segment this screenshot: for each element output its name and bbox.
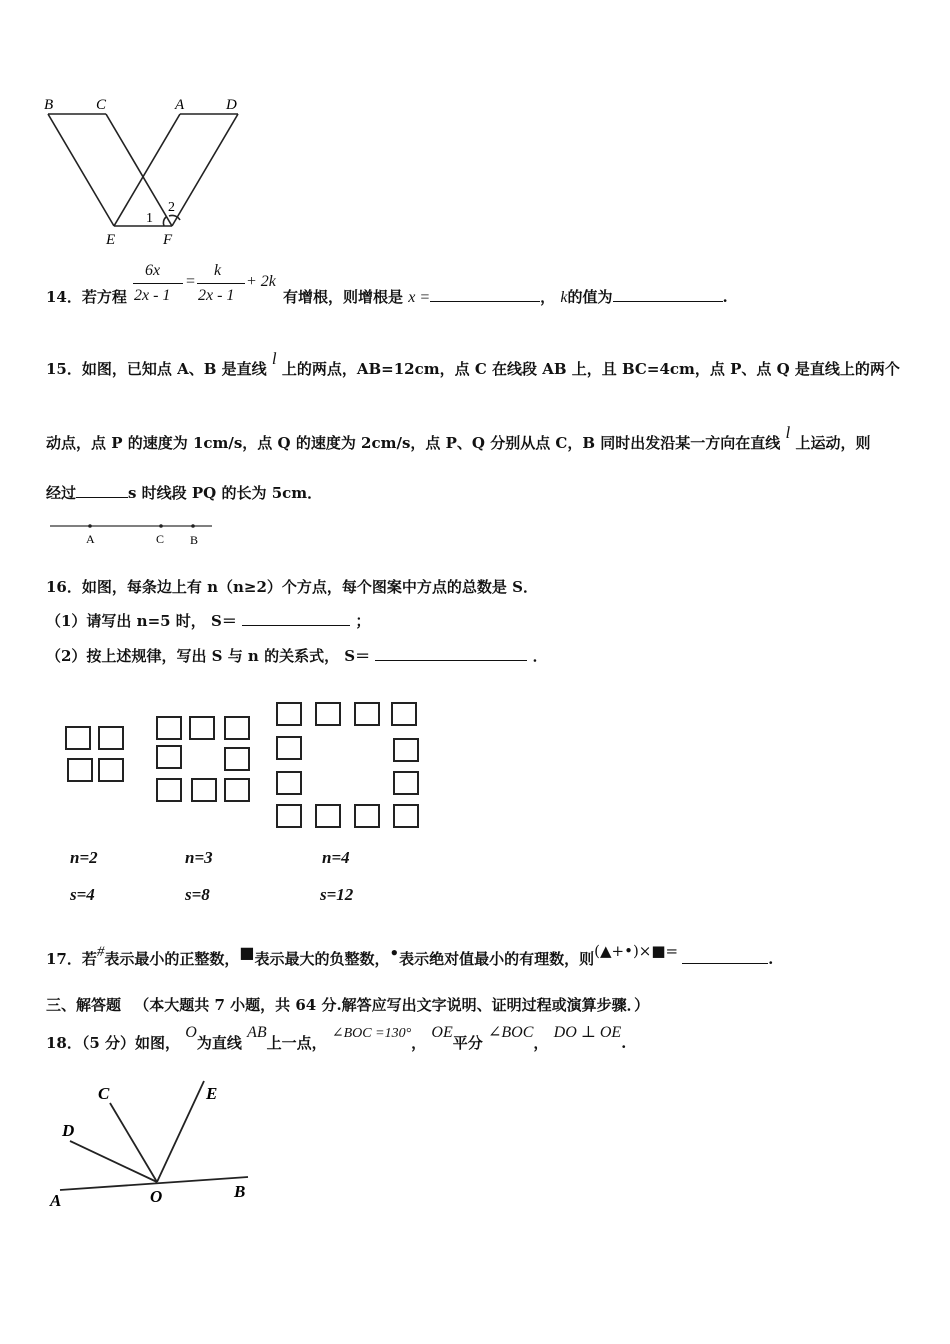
q14-frac1-bar bbox=[133, 283, 183, 284]
q15-line2-b: 上运动，则 bbox=[795, 434, 871, 452]
q14-k-text: 的值为 bbox=[567, 288, 613, 306]
dot-square bbox=[393, 804, 419, 828]
q18-end: . bbox=[621, 1034, 627, 1052]
q18-angle-figure bbox=[46, 1075, 256, 1210]
q14-mid: 有增根，则增根是 bbox=[283, 288, 404, 306]
q16-p1-a: （1）请写出 n=5 时， S＝ bbox=[46, 612, 237, 630]
q16-figure-n3 bbox=[155, 714, 255, 806]
ray-label-D: D bbox=[62, 1121, 75, 1140]
dot-square bbox=[393, 738, 419, 762]
q16-s-label-3: s=12 bbox=[320, 885, 354, 904]
q16-n-label-3: n=4 bbox=[322, 848, 350, 867]
q17-expression: (▲+•)×■= bbox=[594, 942, 679, 960]
q15-l-var-2: l bbox=[785, 423, 791, 442]
line-label-B: B bbox=[234, 1182, 246, 1201]
q14-equals: = bbox=[186, 273, 196, 290]
q17-a: 若 bbox=[81, 950, 97, 968]
q14-frac2-num: k bbox=[214, 262, 222, 279]
q18-comma1: ， bbox=[411, 1034, 427, 1052]
q16-p2-a: （2）按上述规律，写出 S 与 n 的关系式， S＝ bbox=[46, 647, 371, 665]
point-C: C bbox=[156, 532, 165, 546]
ray-label-C: C bbox=[98, 1084, 110, 1103]
q15-line3-a: 经过 bbox=[46, 484, 77, 502]
q18-perp: DO ⊥ OE bbox=[553, 1024, 622, 1041]
dot-square bbox=[189, 716, 215, 740]
q16-s-label-1: s=4 bbox=[70, 885, 95, 904]
q16-figure-n2 bbox=[64, 725, 128, 785]
q17-d: 表示绝对值最小的有理数，则 bbox=[399, 950, 595, 968]
dot-square bbox=[156, 716, 182, 740]
q14-frac1-den: 2x - 1 bbox=[134, 287, 171, 304]
q17-c: 表示最大的负整数， bbox=[254, 950, 390, 968]
dot-square bbox=[156, 745, 182, 769]
figure-parallel-lines bbox=[38, 92, 258, 252]
dot-symbol: • bbox=[389, 944, 400, 962]
dot-square bbox=[354, 804, 380, 828]
angle-label-2: 2 bbox=[168, 200, 175, 215]
q17-b: 表示最小的正整数， bbox=[104, 950, 240, 968]
dot-square bbox=[224, 747, 250, 771]
q14-pre: 若方程 bbox=[81, 288, 127, 306]
label-B: B bbox=[44, 97, 54, 113]
q14-k-var: k bbox=[560, 289, 568, 306]
section-3-title: 三、解答题 bbox=[46, 996, 122, 1014]
q14-frac2-den: 2x - 1 bbox=[198, 287, 235, 304]
q18-d: 平分 bbox=[452, 1034, 483, 1052]
dot-square bbox=[315, 804, 341, 828]
dot-square bbox=[191, 778, 217, 802]
dot-square bbox=[156, 778, 182, 802]
dot-square bbox=[98, 758, 124, 782]
q16-n-label-2: n=3 bbox=[185, 848, 213, 867]
ray-label-E: E bbox=[206, 1084, 218, 1103]
square-symbol: ■ bbox=[239, 943, 255, 962]
q18-O: O bbox=[185, 1024, 197, 1041]
dot-square bbox=[65, 726, 91, 750]
dot-square bbox=[354, 702, 380, 726]
q15-line1-a: 如图，已知点 A、B 是直线 bbox=[81, 360, 267, 378]
q16-s-label-2: s=8 bbox=[185, 885, 210, 904]
dot-square bbox=[391, 702, 417, 726]
hash-symbol: # bbox=[96, 944, 105, 960]
q14-comma: ， bbox=[540, 288, 556, 306]
angle-label-1: 1 bbox=[146, 211, 153, 226]
q16-number: 16． bbox=[46, 578, 82, 596]
label-D: D bbox=[226, 97, 237, 113]
q14-frac1-num: 6x bbox=[145, 262, 161, 279]
q14-number: 14． bbox=[46, 288, 82, 306]
q17-answer-blank[interactable] bbox=[682, 949, 768, 964]
q14-tail bbox=[283, 286, 728, 307]
q18-OE: OE bbox=[431, 1024, 453, 1041]
q15-line-3 bbox=[46, 482, 322, 503]
q14-frac2-bar bbox=[197, 283, 245, 284]
q17-end: . bbox=[768, 950, 774, 968]
q15-line2-a: 动点，点 P 的速度为 1cm/s，点 Q 的速度为 2cm/s，点 P、Q 分别从点 C，B 同时出发沿某一方向在直线 bbox=[46, 434, 781, 452]
q16-intro bbox=[46, 576, 538, 597]
dot-square bbox=[393, 771, 419, 795]
q16-part-1 bbox=[46, 610, 370, 631]
question-14 bbox=[46, 286, 127, 307]
q18-comma2: ， bbox=[533, 1034, 549, 1052]
q14-plus-2k: + 2k bbox=[246, 273, 276, 290]
q15-number: 15． bbox=[46, 360, 82, 378]
dot-square bbox=[276, 771, 302, 795]
q15-line-1 bbox=[46, 349, 900, 379]
q18-angleBOC: ∠BOC bbox=[488, 1024, 534, 1041]
q15-line1-b: 上的两点，AB=12cm，点 C 在线段 AB 上，且 BC=4cm，点 P、点 Q 是直线上的两个 bbox=[281, 360, 900, 378]
q16-intro-text: 如图，每条边上有 n（n≥2）个方点，每个图案中方点的总数是 S． bbox=[81, 578, 538, 596]
q16-p1-b: ； bbox=[355, 612, 371, 630]
q18-number: 18． bbox=[46, 1034, 82, 1052]
q18-b: 为直线 bbox=[196, 1034, 242, 1052]
q18-a: （5 分）如图， bbox=[81, 1034, 181, 1052]
point-label-O: O bbox=[150, 1187, 163, 1206]
q14-x-eq: x = bbox=[408, 289, 431, 306]
label-E: E bbox=[106, 232, 116, 248]
q18-AB: AB bbox=[247, 1024, 267, 1041]
q17-number: 17． bbox=[46, 950, 82, 968]
q14-answer-k[interactable] bbox=[613, 287, 723, 302]
dot-square bbox=[276, 702, 302, 726]
section-3-note: （本大题共 7 小题，共 64 分.解答应写出文字说明、证明过程或演算步骤．） bbox=[134, 996, 650, 1014]
dot-square bbox=[276, 736, 302, 760]
q16-part-2 bbox=[46, 645, 548, 666]
label-F: F bbox=[163, 232, 173, 248]
q14-end: . bbox=[722, 288, 728, 306]
point-B: B bbox=[190, 533, 199, 547]
q15-l-var: l bbox=[271, 349, 277, 368]
point-A: A bbox=[86, 532, 95, 546]
label-A: A bbox=[175, 97, 185, 113]
q14-answer-root[interactable] bbox=[430, 287, 540, 302]
section-3-heading bbox=[46, 994, 649, 1015]
q18-angle: ∠BOC =130° bbox=[331, 1026, 412, 1041]
q15-answer-blank[interactable] bbox=[76, 483, 128, 498]
q15-line-2 bbox=[46, 423, 871, 453]
q16-answer-1[interactable] bbox=[242, 611, 350, 626]
dot-square bbox=[315, 702, 341, 726]
q15-number-line bbox=[46, 516, 216, 550]
question-18 bbox=[46, 1024, 627, 1053]
q18-c: 上一点， bbox=[266, 1034, 327, 1052]
dot-square bbox=[67, 758, 93, 782]
q16-answer-2[interactable] bbox=[375, 646, 527, 661]
q15-line3-b: s 时线段 PQ 的长为 5cm． bbox=[128, 484, 323, 502]
q16-figure-n4 bbox=[275, 700, 425, 832]
dot-square bbox=[224, 778, 250, 802]
label-C: C bbox=[96, 97, 107, 113]
dot-square bbox=[98, 726, 124, 750]
question-17 bbox=[46, 942, 774, 969]
line-label-A: A bbox=[50, 1191, 62, 1210]
q16-n-label-1: n=2 bbox=[70, 848, 98, 867]
dot-square bbox=[276, 804, 302, 828]
dot-square bbox=[224, 716, 250, 740]
q16-p2-b: ． bbox=[532, 647, 548, 665]
